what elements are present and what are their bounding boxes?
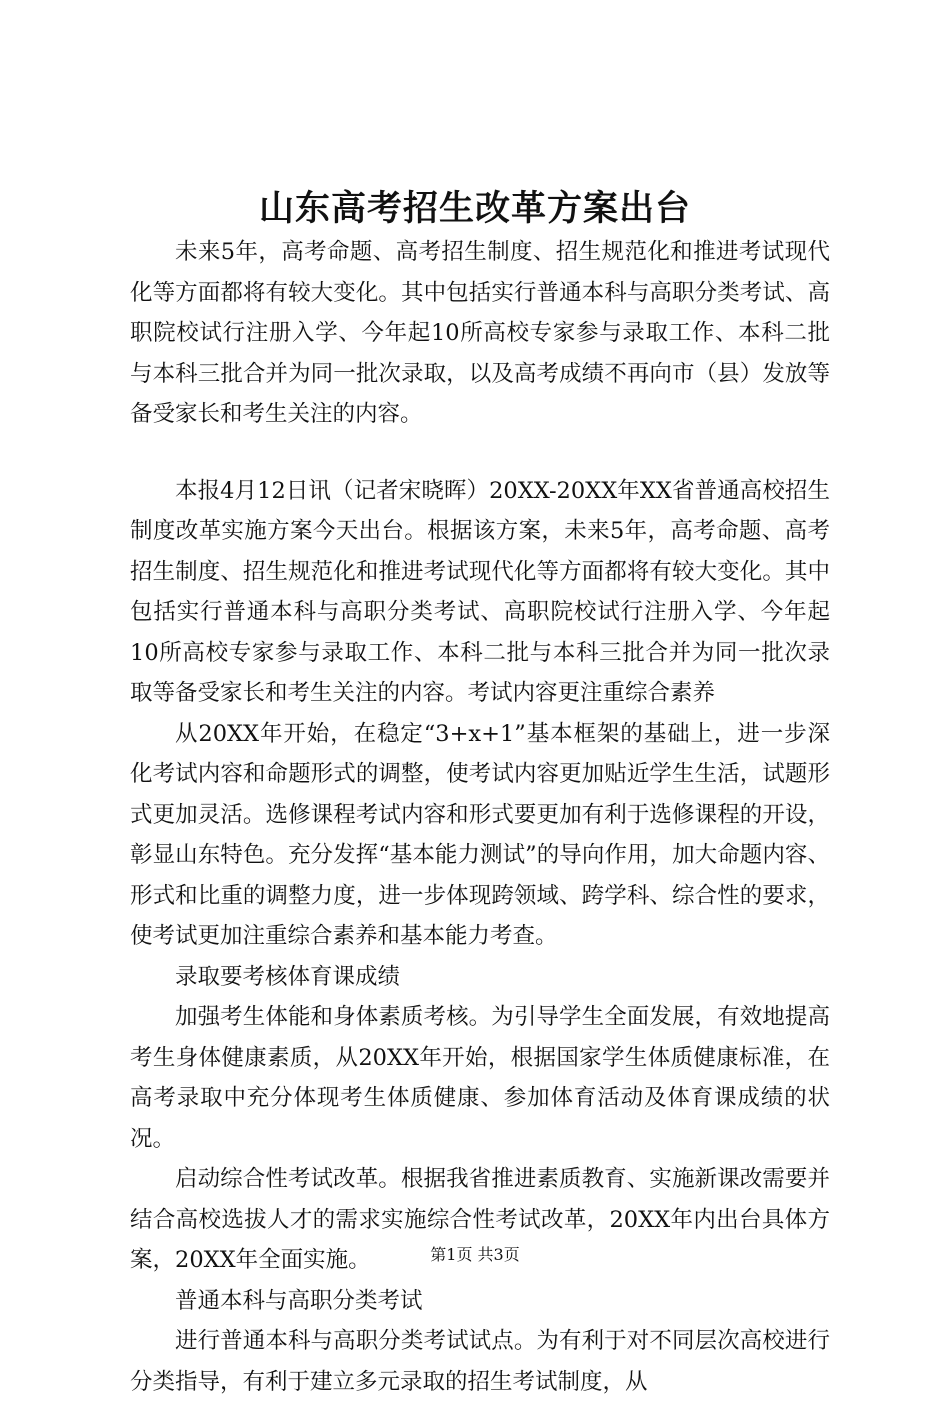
paragraph-summary: 未来5年，高考命题、高考招生制度、招生规范化和推进考试现代化等方面都将有较大变化。其中包括实行普通本科与高职分类考试、高职院校试行注册入学、今年起10所高校专家参与录取工作、本科二批与本科三批合并为同一批次录取，以及高考成绩不再向市（县）发放等备受家长和考生关注的内容。 xyxy=(130,239,830,427)
page-number: 第1页 共3页 xyxy=(430,1245,520,1264)
document-body xyxy=(130,232,830,1402)
paragraph-pe: 加强考生体能和身体素质考核。为引导学生全面发展，有效地提高考生身体健康素质，从20XX年开始，根据国家学生体质健康标准，在高考录取中充分体现考生体质健康、参加体育活动及体育课成绩的状况。 xyxy=(130,1004,830,1152)
paragraph-classified-exam: 进行普通本科与高职分类考试试点。为有利于对不同层次高校进行分类指导，有利于建立多元录取的招生考试制度，从 xyxy=(130,1328,830,1395)
section-heading-pe: 录取要考核体育课成绩 xyxy=(175,963,401,990)
document-title: 山东高考招生改革方案出台 xyxy=(258,188,691,229)
paragraph-comprehensive-exam: 启动综合性考试改革。根据我省推进素质教育、实施新课改需要并结合高校选拔人才的需求实施综合性考试改革，20XX年内出台具体方案，20XX年全面实施。 xyxy=(130,1166,830,1273)
section-heading-classified-exam: 普通本科与高职分类考试 xyxy=(175,1287,423,1314)
paragraph-news-lead: 本报4月12日讯（记者宋晓晖）20XX-20XX年XX省普通高校招生制度改革实施方案今天出台。根据该方案，未来5年，高考命题、高考招生制度、招生规范化和推进考试现代化等方面都将有较大变化。其中包括实行普通本科与高职分类考试、高职院校试行注册入学、今年起10所高校专家参与录取工作、本科二批与本科三批合并为同一批次录取等备受家长和考生关注的内容。考试内容更注重综合素养 xyxy=(130,477,830,706)
paragraph-gap xyxy=(130,435,830,471)
paragraph-exam-content: 从20XX年开始，在稳定“3+x+1”基本框架的基础上，进一步深化考试内容和命题形式的调整，使考试内容更加贴近学生生活，试题形式更加灵活。选修课程考试内容和形式要更加有利于选修课程的开设，彰显山东特色。充分发挥“基本能力测试”的导向作用，加大命题内容、形式和比重的调整力度，进一步体现跨领域、跨学科、综合性的要求，使考试更加注重综合素养和基本能力考查。 xyxy=(130,720,830,949)
